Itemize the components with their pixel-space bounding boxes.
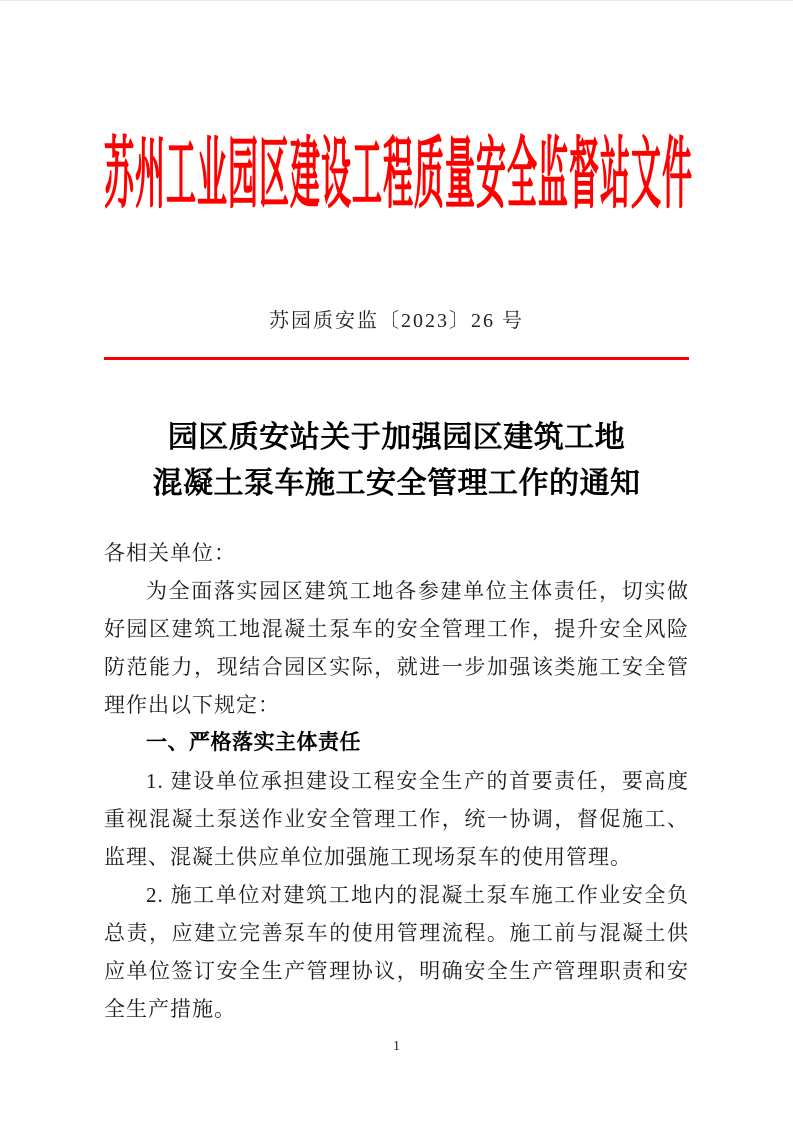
body-paragraph-2: 2. 施工单位对建筑工地内的混凝土泵车施工作业安全负总责，应建立完善泵车的使用管理流程。施工前与混凝土供应单位签订安全生产管理协议，明确安全生产管理职责和安全生产措施。 <box>104 883 689 1021</box>
document-title-line-1: 园区质安站关于加强园区建筑工地 <box>167 421 626 454</box>
salutation: 各相关单位： <box>104 541 236 565</box>
intro-paragraph: 为全面落实园区建筑工地各参建单位主体责任，切实做好园区建筑工地混凝土泵车的安全管理工作，提升安全风险防范能力，现结合园区实际，就进一步加强该类施工安全管理作出以下规定： <box>104 579 689 717</box>
page-number: 1 <box>393 1039 400 1054</box>
document-number: 苏园质安监〔2023〕26 号 <box>269 310 524 332</box>
red-divider-line <box>104 357 689 360</box>
agency-letterhead-title: 苏州工业园区建设工程质量安全监督站文件 <box>104 132 693 219</box>
section-1-heading: 一、严格落实主体责任 <box>146 731 361 754</box>
document-body <box>104 534 689 1028</box>
document-title-line-2: 混凝土泵车施工安全管理工作的通知 <box>152 467 641 500</box>
body-paragraph-1: 1. 建设单位承担建设工程安全生产的首要责任，要高度重视混凝土泵送作业安全管理工作，统一协调，督促施工、监理、混凝土供应单位加强施工现场泵车的使用管理。 <box>104 769 689 869</box>
document-title <box>0 415 793 507</box>
letterhead-banner <box>104 132 693 219</box>
